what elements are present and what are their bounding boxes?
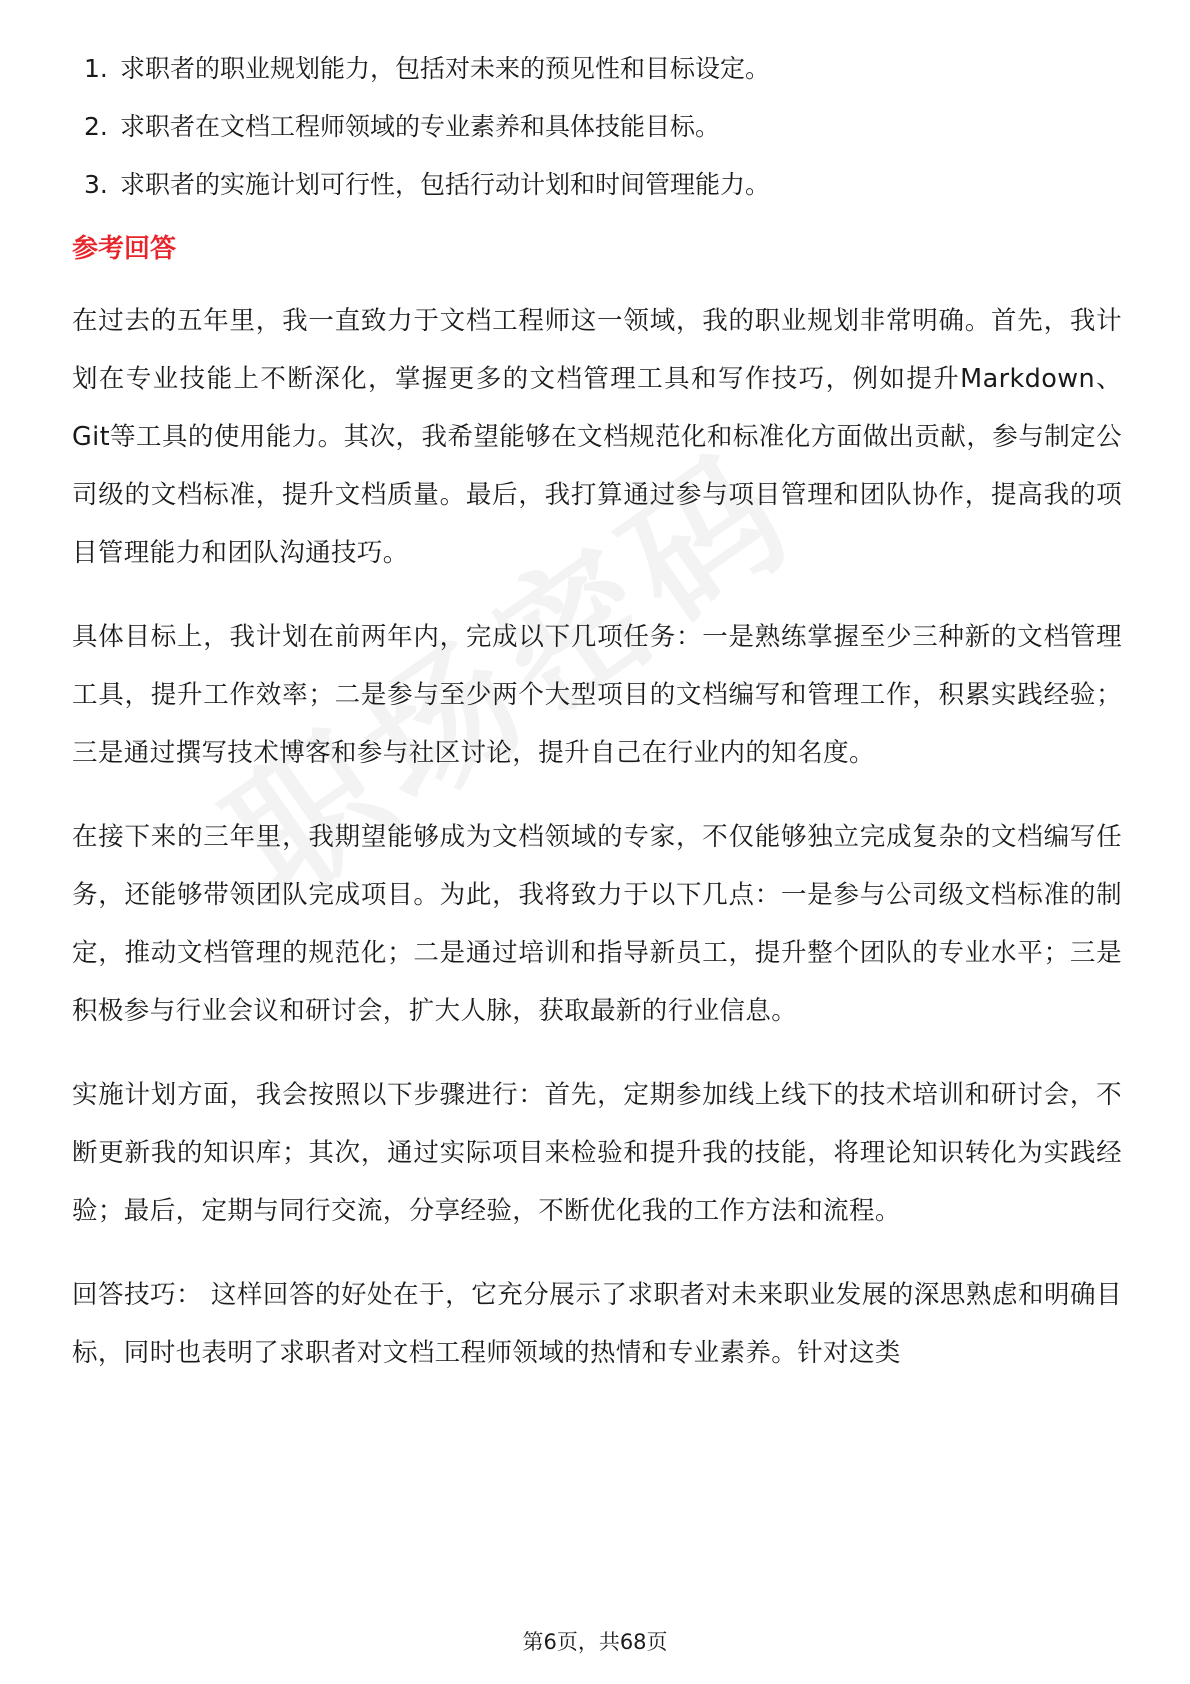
list-item-text: 求职者的职业规划能力，包括对未来的预见性和目标设定。 — [120, 54, 771, 83]
list-item-text: 求职者在文档工程师领域的专业素养和具体技能目标。 — [120, 112, 721, 141]
list-item-number: 3. — [84, 170, 108, 199]
list-item-number: 1. — [84, 54, 108, 83]
page-number-footer: 第6页，共68页 — [522, 1630, 668, 1654]
list-item — [72, 52, 1122, 86]
document-body — [72, 52, 1122, 1382]
answer-tip-paragraph: 回答技巧： 这样回答的好处在于，它充分展示了求职者对未来职业发展的深思熟虑和明确目标，同时也表明了求职者对文档工程师领域的热情和专业素养。针对这类 — [72, 1280, 1122, 1368]
criteria-list — [72, 52, 1122, 202]
list-item — [72, 168, 1122, 202]
list-item — [72, 110, 1122, 144]
list-item-text: 求职者的实施计划可行性，包括行动计划和时间管理能力。 — [120, 170, 771, 199]
section-title: 参考回答 — [72, 234, 177, 264]
list-item-number: 2. — [84, 112, 108, 141]
answer-paragraph: 在过去的五年里，我一直致力于文档工程师这一领域，我的职业规划非常明确。首先，我计划在专业技能上不断深化，掌握更多的文档管理工具和写作技巧，例如提升Markdown、Git等工具的使用能力。其次，我希望能够在文档规范化和标准化方面做出贡献，参与制定公司级的文档标准，提升文档质量。最后，我打算通过参与项目管理和团队协作，提高我的项目管理能力和团队沟通技巧。 — [72, 306, 1122, 568]
answer-paragraph: 具体目标上，我计划在前两年内，完成以下几项任务：一是熟练掌握至少三种新的文档管理工具，提升工作效率；二是参与至少两个大型项目的文档编写和管理工作，积累实践经验；三是通过撰写技术博客和参与社区讨论，提升自己在行业内的知名度。 — [72, 622, 1122, 768]
answer-paragraph: 在接下来的三年里，我期望能够成为文档领域的专家，不仅能够独立完成复杂的文档编写任务，还能够带领团队完成项目。为此，我将致力于以下几点：一是参与公司级文档标准的制定，推动文档管理的规范化；二是通过培训和指导新员工，提升整个团队的专业水平；三是积极参与行业会议和研讨会，扩大人脉，获取最新的行业信息。 — [72, 822, 1122, 1026]
answer-paragraph: 实施计划方面，我会按照以下步骤进行：首先，定期参加线上线下的技术培训和研讨会，不断更新我的知识库；其次，通过实际项目来检验和提升我的技能，将理论知识转化为实践经验；最后，定期与同行交流，分享经验，不断优化我的工作方法和流程。 — [72, 1080, 1122, 1226]
